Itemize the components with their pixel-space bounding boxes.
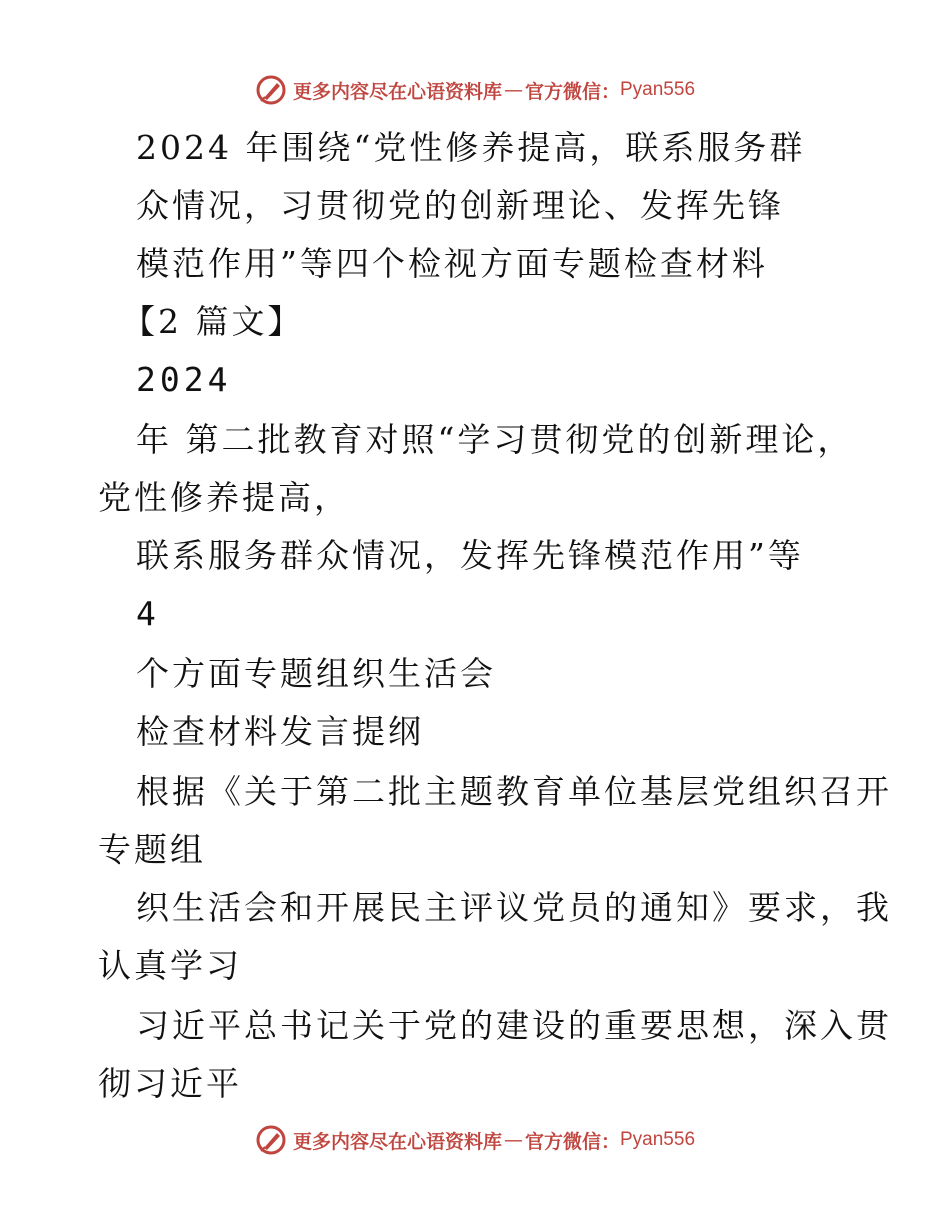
body-line-13: 织生活会和开展民主评议党员的通知》要求，我 bbox=[136, 888, 892, 927]
doc-title-line-1: 2024 年围绕“党性修养提高，联系服务群 bbox=[136, 128, 806, 167]
doc-title-line-2: 众情况，习贯彻党的创新理论、发挥先锋 bbox=[136, 186, 784, 225]
body-line-10: 检查材料发言提纲 bbox=[136, 712, 424, 751]
watermark-official-label: 官方微信： bbox=[524, 1130, 620, 1153]
watermark-dash: — bbox=[503, 1129, 523, 1151]
body-line-9: 个方面专题组织生活会 bbox=[136, 654, 496, 693]
watermark-main-text: 更多内容尽在心语资料库 bbox=[292, 80, 502, 103]
watermark-official-label: 官方微信： bbox=[524, 80, 620, 103]
body-line-6: 党性修养提高， bbox=[98, 478, 350, 517]
watermark-dash: — bbox=[503, 79, 523, 101]
body-line-5: 年 第二批教育对照“学习贯彻党的创新理论， bbox=[136, 420, 854, 459]
body-line-11: 根据《关于第二批主题教育单位基层党组织召开 bbox=[136, 772, 892, 811]
body-line-7: 联系服务群众情况，发挥先锋模范作用”等 bbox=[136, 536, 804, 575]
footer-watermark bbox=[0, 1120, 950, 1160]
doc-title-line-3: 模范作用”等四个检视方面专题检查材料 bbox=[136, 244, 768, 283]
watermark-main-text: 更多内容尽在心语资料库 bbox=[292, 1130, 502, 1153]
body-line-number: 4 bbox=[136, 594, 160, 633]
doc-title-line-4: 【2 篇文】 bbox=[122, 302, 304, 341]
quill-seal-logo-icon bbox=[255, 1124, 287, 1156]
quill-seal-logo-icon bbox=[255, 74, 287, 106]
body-line-16: 彻习近平 bbox=[98, 1064, 242, 1103]
body-line-year: 2024 bbox=[136, 360, 232, 399]
body-line-12: 专题组 bbox=[98, 830, 206, 869]
body-line-14: 认真学习 bbox=[98, 946, 242, 985]
header-watermark bbox=[0, 70, 950, 110]
body-line-15: 习近平总书记关于党的建设的重要思想，深入贯 bbox=[136, 1006, 892, 1045]
watermark-account: Pyan556 bbox=[620, 79, 696, 100]
watermark-account: Pyan556 bbox=[620, 1129, 696, 1150]
